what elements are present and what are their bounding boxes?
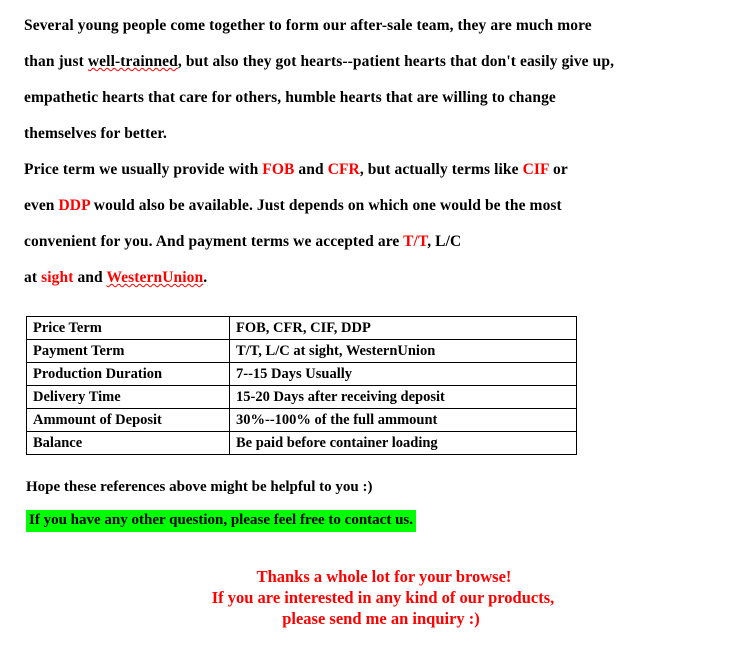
table-cell-value: 30%--100% of the full ammount — [230, 409, 577, 432]
terms-line-1-b: and — [294, 161, 328, 178]
terms-table-body — [27, 317, 577, 455]
terms-line-3 — [24, 224, 732, 260]
intro-line-2-prefix: than just — [24, 53, 88, 70]
terms-line-1-a: Price term we usually provide with — [24, 161, 263, 178]
closing-line-1: Thanks a whole lot for your browse! — [256, 567, 512, 586]
terms-line-1-c: , but actually terms like — [359, 161, 523, 178]
term-sight: sight — [41, 269, 74, 286]
table-cell-value: FOB, CFR, CIF, DDP — [230, 317, 577, 340]
hope-text: Hope these references above might be helpful to you :) — [26, 479, 373, 495]
misspelled-well-trainned: well-trainned — [87, 53, 178, 70]
table-cell-key: Price Term — [27, 317, 230, 340]
intro-line-2 — [24, 44, 732, 80]
closing-block — [24, 566, 732, 629]
terms-line-2-b: would also be available. Just depends on which one would be the most — [89, 197, 562, 214]
intro-line-4 — [24, 116, 732, 152]
contact-us-highlight: If you have any other question, please feel free to contact us. — [26, 510, 416, 532]
term-cif: CIF — [522, 161, 550, 178]
table-cell-key: Balance — [27, 432, 230, 455]
table-cell-key: Delivery Time — [27, 386, 230, 409]
table-cell-value: T/T, L/C at sight, WesternUnion — [230, 340, 577, 363]
terms-line-3-a: convenient for you. And payment terms we accepted are — [24, 233, 404, 250]
closing-line-2: If you are interested in any kind of our products, — [211, 588, 555, 607]
term-westernunion: WesternUnion — [106, 269, 204, 286]
intro-paragraph — [24, 8, 732, 152]
term-ddp: DDP — [58, 197, 90, 214]
intro-line-1 — [24, 8, 732, 44]
intro-line-2-suffix: , but also they got hearts--patient hearts that don't easily give up, — [177, 53, 615, 70]
table-row — [27, 363, 577, 386]
table-row — [27, 386, 577, 409]
closing-line-3: please send me an inquiry :) — [282, 609, 480, 628]
table-cell-value: 15-20 Days after receiving deposit — [230, 386, 577, 409]
table-row — [27, 409, 577, 432]
terms-line-4-b: and — [73, 269, 107, 286]
terms-line-4-a: at — [24, 269, 42, 286]
term-fob: FOB — [262, 161, 295, 178]
table-cell-value: 7--15 Days Usually — [230, 363, 577, 386]
table-row — [27, 317, 577, 340]
table-cell-key: Payment Term — [27, 340, 230, 363]
highlight-row — [24, 496, 732, 532]
terms-paragraph — [24, 152, 732, 296]
terms-line-4 — [24, 260, 732, 296]
terms-line-2-a: even — [24, 197, 59, 214]
table-cell-value: Be paid before container loading — [230, 432, 577, 455]
term-tt: T/T — [403, 233, 428, 250]
table-cell-key: Ammount of Deposit — [27, 409, 230, 432]
terms-line-2 — [24, 188, 732, 224]
terms-table — [26, 316, 577, 455]
table-row — [27, 432, 577, 455]
terms-line-1-d: or — [549, 161, 568, 178]
table-cell-key: Production Duration — [27, 363, 230, 386]
intro-line-1-text: Several young people come together to form our after-sale team, they are much more — [24, 17, 592, 34]
terms-line-3-b: , L/C — [427, 233, 462, 250]
intro-line-3 — [24, 80, 732, 116]
terms-line-4-c: . — [203, 269, 208, 286]
term-cfr: CFR — [327, 161, 360, 178]
table-row — [27, 340, 577, 363]
intro-line-3-text: empathetic hearts that care for others, humble hearts that are willing to change — [24, 89, 556, 106]
intro-line-4-text: themselves for better. — [24, 125, 167, 142]
terms-line-1 — [24, 152, 732, 188]
